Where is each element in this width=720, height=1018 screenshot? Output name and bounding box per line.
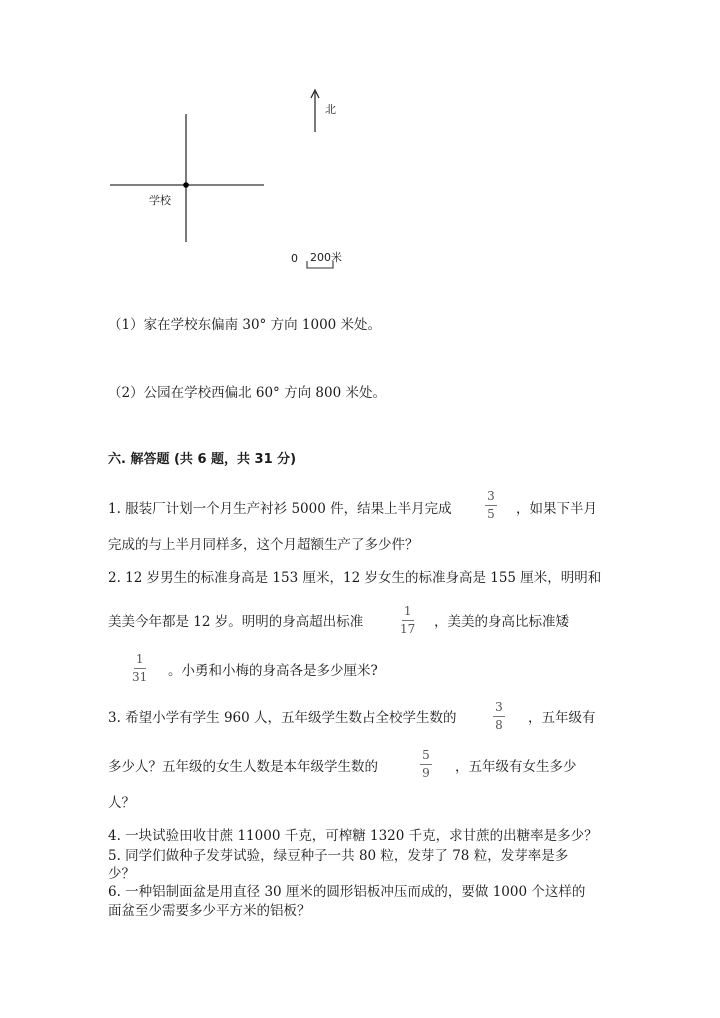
question-1-part1: 1. 服装厂计划一个月生产衬衫 5000 件，结果上半月完成 bbox=[108, 501, 452, 517]
question-6-line1: 6. 一种铝制面盆是用直径 30 厘米的圆形铝板冲压而成的，要做 1000 个这样的 bbox=[108, 884, 586, 900]
fraction-denominator: 5 bbox=[487, 507, 495, 521]
question-3-fraction-2 bbox=[420, 748, 432, 780]
subquestion-2: （2）公园在学校西偏北 60° 方向 800 米处。 bbox=[108, 385, 386, 401]
fraction-numerator: 3 bbox=[487, 489, 495, 503]
question-5-line2: 少？ bbox=[108, 866, 135, 882]
fraction-bar bbox=[134, 668, 146, 669]
fraction-bar bbox=[420, 764, 432, 765]
question-3-part1a: 3. 希望小学有学生 960 人，五年级学生数占全校学生数的 bbox=[108, 710, 457, 726]
fraction-denominator: 9 bbox=[422, 766, 430, 780]
fraction-numerator: 3 bbox=[495, 700, 503, 714]
fraction-numerator: 1 bbox=[135, 652, 144, 666]
question-6-line2: 面盆至少需要多少平方米的铝板？ bbox=[108, 903, 311, 919]
question-2-part2a: 美美今年都是 12 岁。明明的身高超出标准 bbox=[108, 614, 364, 630]
fraction-denominator: 17 bbox=[400, 622, 416, 636]
subquestion-1: （1）家在学校东偏南 30° 方向 1000 米处。 bbox=[108, 317, 382, 333]
question-2-fraction-2 bbox=[132, 652, 147, 684]
question-3-part2b: ，五年级有女生多少 bbox=[455, 759, 577, 775]
fraction-bar bbox=[493, 716, 505, 717]
fraction-bar bbox=[402, 620, 414, 621]
school-point bbox=[183, 182, 189, 188]
question-3-fraction-1 bbox=[493, 700, 505, 732]
question-1-line2: 完成的与上半月同样多，这个月超额生产了多少件？ bbox=[108, 537, 419, 553]
fraction-denominator: 31 bbox=[132, 670, 148, 684]
question-2-line1: 2. 12 岁男生的标准身高是 153 厘米，12 岁女生的标准身高是 155 厘米，明明和 bbox=[108, 570, 602, 586]
fraction-numerator: 5 bbox=[422, 748, 430, 762]
question-1-fraction bbox=[485, 489, 497, 521]
scale-length-label: 200米 bbox=[310, 251, 342, 264]
fraction-denominator: 8 bbox=[495, 718, 503, 732]
fraction-numerator: 1 bbox=[403, 604, 412, 618]
question-2-part3: 。小勇和小梅的身高各是多少厘米? bbox=[168, 663, 378, 679]
scale-zero-label: 0 bbox=[291, 252, 298, 265]
north-label: 北 bbox=[325, 103, 336, 116]
school-label: 学校 bbox=[149, 194, 171, 207]
question-1-part2: ，如果下半月 bbox=[516, 501, 597, 517]
question-2-part2b: ，美美的身高比标准矮 bbox=[434, 614, 569, 630]
fraction-bar bbox=[485, 505, 497, 506]
question-2-fraction-1 bbox=[400, 604, 415, 636]
question-4: 4. 一块试验田收甘蔗 11000 千克，可榨糖 1320 千克，求甘蔗的出糖率是多少？ bbox=[108, 828, 598, 844]
direction-diagram bbox=[0, 0, 720, 280]
question-3-part1b: ，五年级有 bbox=[528, 710, 596, 726]
question-3-line3: 人？ bbox=[108, 795, 135, 811]
section-title: 六. 解答题 (共 6 题，共 31 分) bbox=[108, 452, 297, 467]
question-3-part2a: 多少人？五年级的女生人数是本年级学生数的 bbox=[108, 759, 378, 775]
question-5-line1: 5. 同学们做种子发芽试验，绿豆种子一共 80 粒，发芽了 78 粒，发芽率是多 bbox=[108, 848, 569, 864]
